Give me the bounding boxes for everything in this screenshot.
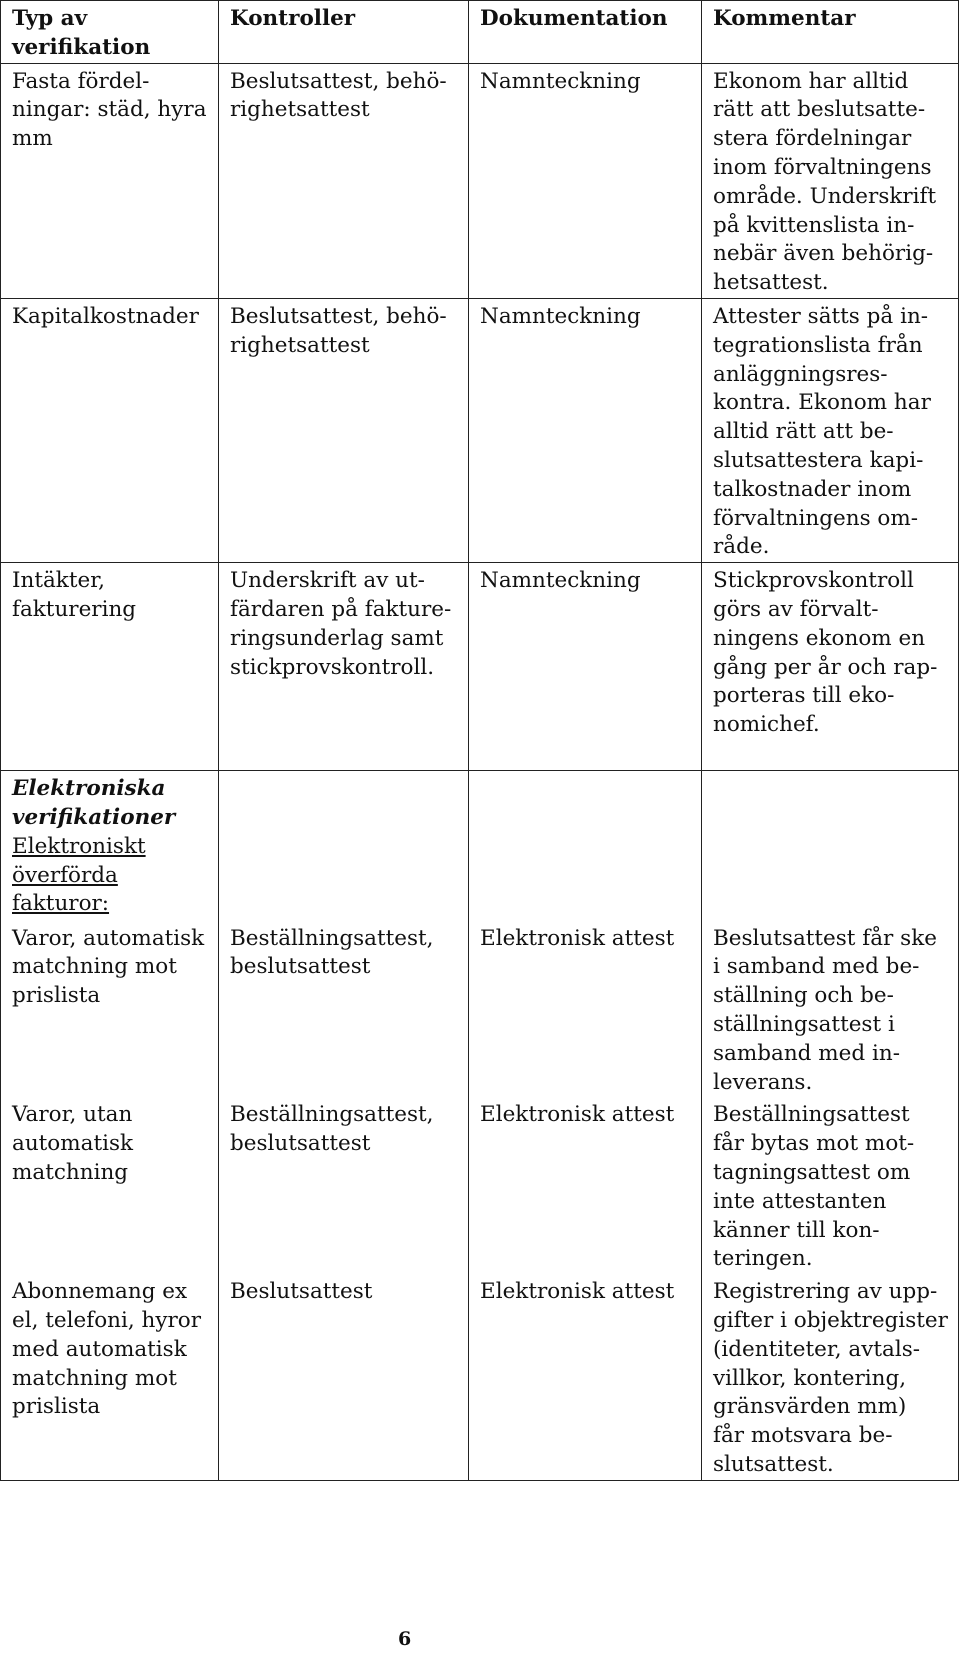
section-heading: Elektroniska verifikationer bbox=[12, 776, 176, 830]
row-comment: Stickprovskontroll görs av förvalt- ningens ekonom en gång per år och rap- porteras till eko- nomichef. bbox=[702, 563, 959, 771]
row-documentation: Namnteckning bbox=[469, 298, 702, 562]
page-number: 6 bbox=[398, 1628, 412, 1650]
empty-cell bbox=[469, 771, 702, 921]
row-type: Intäkter, fakturering bbox=[1, 563, 219, 771]
table-header-row bbox=[1, 1, 959, 64]
row-comment: Ekonom har alltid rätt att beslutsatte- stera fördelningar inom förvaltningens område. Underskrift på kvittenslista in- nebär även behörig- hetsattest. bbox=[702, 63, 959, 298]
row-controls: Underskrift av ut- färdaren på fakture- ringsunderlag samt stickprovskontroll. bbox=[219, 563, 469, 771]
section-subheading: Elektroniskt överförda fakturor: bbox=[12, 833, 146, 917]
table-row bbox=[1, 563, 959, 771]
table-row bbox=[1, 1097, 959, 1274]
table-row bbox=[1, 298, 959, 562]
row-comment: Beställningsattest får bytas mot mot- tagningsattest om inte attestanten känner till kon- teringen. bbox=[702, 1097, 959, 1274]
row-controls: Beställningsattest, beslutsattest bbox=[219, 921, 469, 1098]
table-row bbox=[1, 921, 959, 1098]
row-documentation: Elektronisk attest bbox=[469, 921, 702, 1098]
row-comment: Registrering av upp- gifter i objektregister (identiteter, avtals- villkor, kontering, gränsvärden mm) får motsvara be- slutsattest. bbox=[702, 1274, 959, 1480]
row-controls: Beställningsattest, beslutsattest bbox=[219, 1097, 469, 1274]
empty-cell bbox=[219, 771, 469, 921]
row-comment: Attester sätts på in- tegrationslista från anläggningsres- kontra. Ekonom har alltid rätt att be- slutsattestera kapi- talkostnader inom förvaltningens om- råde. bbox=[702, 298, 959, 562]
row-documentation: Elektronisk attest bbox=[469, 1274, 702, 1480]
row-documentation: Namnteckning bbox=[469, 63, 702, 298]
row-comment: Beslutsattest får ske i samband med be- ställning och be- ställningsattest i samband med in- leverans. bbox=[702, 921, 959, 1098]
row-controls: Beslutsattest, behö- righetsattest bbox=[219, 298, 469, 562]
row-type: Kapitalkostnader bbox=[1, 298, 219, 562]
section-heading-row bbox=[1, 771, 959, 921]
header-documentation: Dokumentation bbox=[469, 1, 702, 64]
row-documentation: Elektronisk attest bbox=[469, 1097, 702, 1274]
row-documentation: Namnteckning bbox=[469, 563, 702, 771]
row-type: Varor, automatisk matchning mot prislista bbox=[1, 921, 219, 1098]
row-type: Fasta fördel- ningar: städ, hyra mm bbox=[1, 63, 219, 298]
row-controls: Beslutsattest, behö- righetsattest bbox=[219, 63, 469, 298]
row-type: Varor, utan automatisk matchning bbox=[1, 1097, 219, 1274]
table-row bbox=[1, 1274, 959, 1480]
header-type: Typ av verifikation bbox=[1, 1, 219, 64]
row-type: Abonnemang ex el, telefoni, hyror med automatisk matchning mot prislista bbox=[1, 1274, 219, 1480]
header-controls: Kontroller bbox=[219, 1, 469, 64]
empty-cell bbox=[702, 771, 959, 921]
header-comment: Kommentar bbox=[702, 1, 959, 64]
table-row bbox=[1, 63, 959, 298]
section-heading-cell bbox=[1, 771, 219, 921]
row-controls: Beslutsattest bbox=[219, 1274, 469, 1480]
